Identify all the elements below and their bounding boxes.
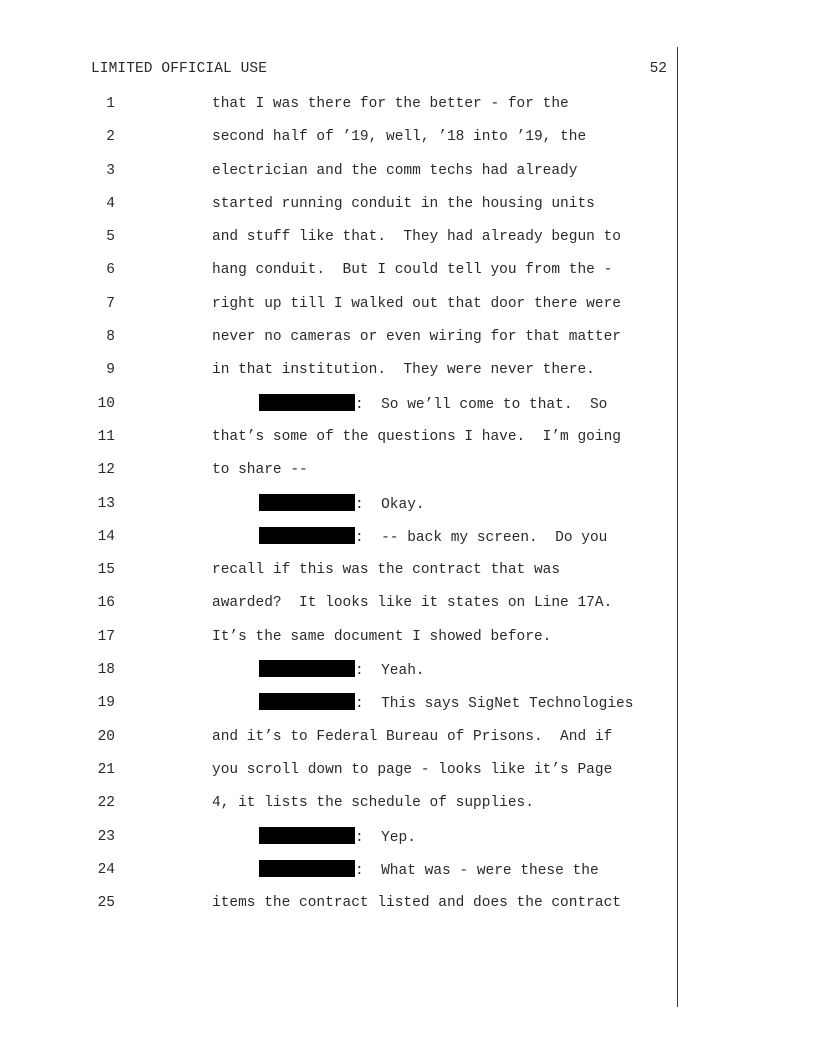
speaker-line [259,660,425,681]
line-number: 2 [106,129,115,146]
line-number: 20 [97,728,115,745]
line-text-content: and stuff like that. They had already begun to [212,229,621,246]
line-number: 1 [106,96,115,112]
line-number: 23 [97,828,115,845]
line-number: 25 [97,895,115,912]
redacted-speaker-name [259,827,355,844]
line-number: 22 [97,795,115,812]
line-text-content: 4, it lists the schedule of supplies. [212,795,534,812]
transcript-line [0,793,816,826]
line-number: 5 [106,229,115,246]
line-text-content: : Yeah. [355,663,425,680]
transcript-line [0,294,816,327]
transcript-line [0,94,816,127]
line-number: 13 [97,495,115,512]
line-text-content: awarded? It looks like it states on Line 17A. [212,595,613,612]
line-text [212,727,612,747]
line-text [212,460,308,480]
line-number: 9 [106,362,115,379]
transcript-line [0,127,816,160]
line-text [212,627,551,647]
line-text-content: It’s the same document I showed before. [212,628,552,645]
line-text [212,593,612,613]
line-text [212,793,534,813]
speaker-line [259,394,607,415]
transcript-line [0,161,816,194]
line-text-content: electrician and the comm techs had already [212,162,578,179]
line-text-content: hang conduit. But I could tell you from the - [212,262,613,279]
line-number: 7 [106,295,115,312]
line-text-content: second half of ’19, well, ’18 into ’19, the [212,129,587,146]
page-number: 52 [649,61,667,77]
transcript-line [0,827,816,860]
speaker-line [259,494,425,515]
transcript-line [0,260,816,293]
line-number: 14 [97,528,115,545]
speaker-line [259,860,599,881]
transcript-line [0,460,816,493]
line-text-content: : What was - were these the [355,862,599,879]
classification-header: LIMITED OFFICIAL USE [91,61,268,77]
line-text [212,760,612,780]
line-number: 11 [97,428,115,445]
line-number: 12 [97,462,115,479]
line-text-content: items the contract listed and does the contract [212,895,621,912]
transcript-line [0,360,816,393]
transcript-line [0,427,816,460]
line-text-content: that’s some of the questions I have. I’m going [212,428,621,445]
redacted-speaker-name [259,860,355,877]
line-number: 8 [106,329,115,346]
line-text-content: : -- back my screen. Do you [355,529,608,546]
line-text [212,260,612,280]
redacted-speaker-name [259,394,355,411]
speaker-line [259,527,607,548]
redacted-speaker-name [259,660,355,677]
transcript-line [0,860,816,893]
line-text-content: and it’s to Federal Bureau of Prisons. And if [212,728,613,745]
line-text [212,127,586,147]
line-number: 19 [97,695,115,712]
transcript-line [0,693,816,726]
line-text [212,194,595,214]
line-text-content: : So we’ll come to that. So [355,396,608,413]
speaker-line [259,827,416,848]
transcript-line [0,893,816,926]
transcript-line [0,560,816,593]
line-text [212,560,560,580]
line-text-content: recall if this was the contract that was [212,562,561,579]
line-number: 21 [97,761,115,778]
redacted-speaker-name [259,494,355,511]
line-number: 18 [97,662,115,679]
line-number: 10 [97,395,115,412]
line-text [212,427,621,447]
line-text-content: : Yep. [355,829,416,846]
line-text-content: you scroll down to page - looks like it’s Page [212,761,613,778]
transcript-line [0,194,816,227]
line-text [212,893,621,913]
transcript-line [0,627,816,660]
line-text-content: to share -- [212,462,308,479]
line-text [212,161,577,181]
line-text [212,227,621,247]
line-text-content: in that institution. They were never there. [212,362,595,379]
transcript-line [0,527,816,560]
transcript-line [0,394,816,427]
line-number: 16 [97,595,115,612]
line-text [212,360,595,380]
line-text [212,94,569,114]
line-text-content: that I was there for the better - for the [212,96,569,112]
transcript-line [0,727,816,760]
redacted-speaker-name [259,527,355,544]
speaker-line [259,693,633,714]
line-text-content: started running conduit in the housing units [212,195,595,212]
line-text [212,294,621,314]
line-text-content: right up till I walked out that door there were [212,295,621,312]
transcript-lines [0,94,816,926]
line-number: 3 [106,162,115,179]
transcript-line [0,327,816,360]
line-text [212,327,621,347]
transcript-line [0,660,816,693]
redacted-speaker-name [259,693,355,710]
line-number: 17 [97,628,115,645]
line-text-content: : This says SigNet Technologies [355,696,634,713]
transcript-line [0,494,816,527]
transcript-line [0,227,816,260]
transcript-line [0,593,816,626]
line-number: 4 [106,195,115,212]
transcript-line [0,760,816,793]
line-number: 24 [97,861,115,878]
line-number: 6 [106,262,115,279]
line-number: 15 [97,562,115,579]
line-text-content: never no cameras or even wiring for that matter [212,329,621,346]
line-text-content: : Okay. [355,496,425,513]
